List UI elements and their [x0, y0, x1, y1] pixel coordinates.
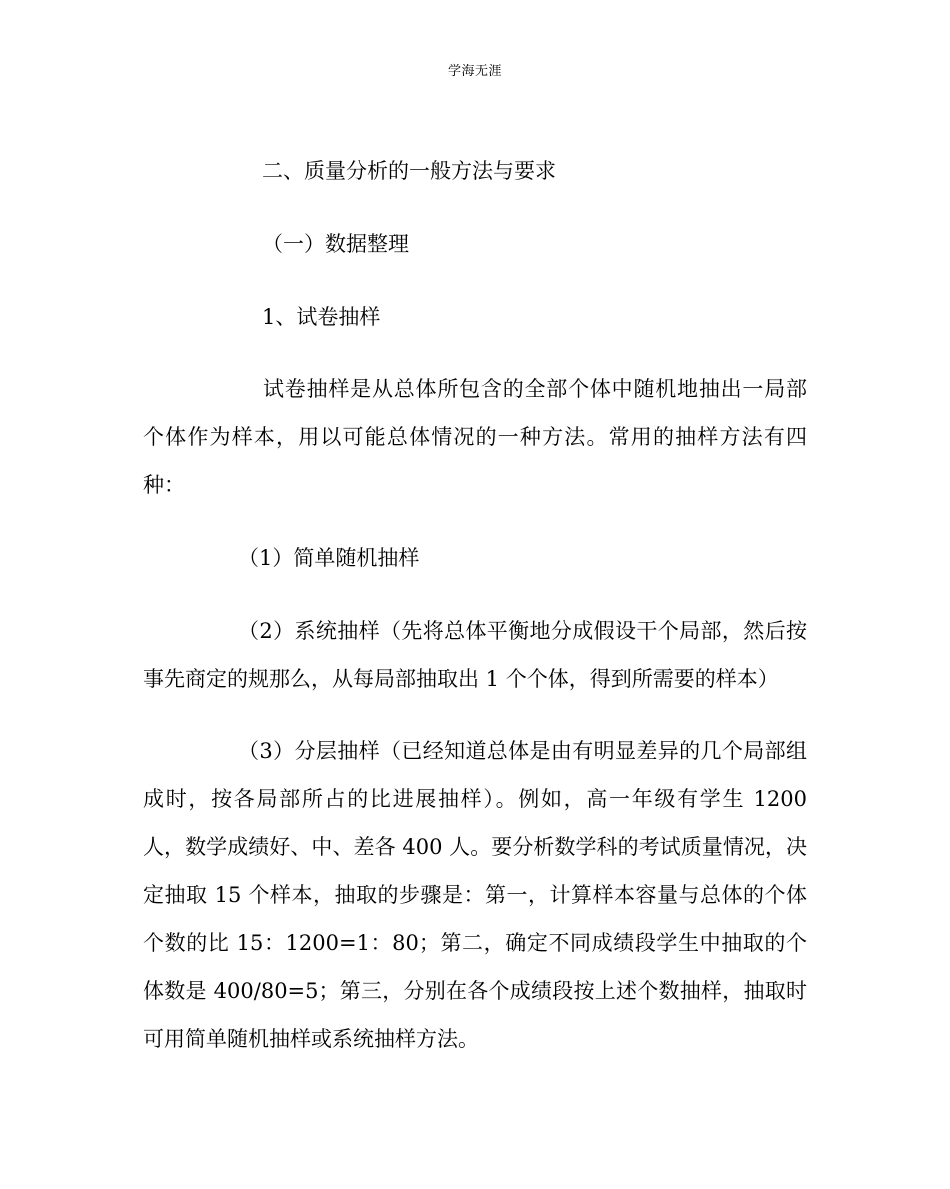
section-title: 二、质量分析的一般方法与要求	[262, 159, 556, 183]
paragraph-method-3: （3）分层抽样（已经知道总体是由有明显差异的几个局部组成时，按各局部所占的比进展抽样）。例如，高一年级有学生 1200 人，数学成绩好、中、差各 400 人。要分析数学科的考试质量情况，决定抽取 15 个样本，抽取的步骤是：第一，计算样本容量与总体的个体个数的比 15：1200=1：80；第二，确定不同成绩段学生中抽取的个体数是 400/80=5；第三，分别在各个成绩段按上述个数抽样，抽取时可用简单随机抽样或系统抽样方法。	[143, 739, 807, 1051]
paragraph-intro: 试卷抽样是从总体所包含的全部个体中随机地抽出一局部个体作为样本，用以可能总体情况的一种方法。常用的抽样方法有四种：	[143, 377, 807, 497]
subsection-title: （一）数据整理	[262, 232, 409, 256]
paragraph-method-1: （1）简单随机抽样	[238, 546, 420, 570]
running-header: 学海无涯	[447, 64, 502, 79]
paragraph-method-2: （2）系统抽样（先将总体平衡地分成假设干个局部，然后按事先商定的规那么，从每局部抽取出 1 个个体，得到所需要的样本）	[143, 619, 807, 691]
item-title: 1、试卷抽样	[262, 305, 381, 329]
